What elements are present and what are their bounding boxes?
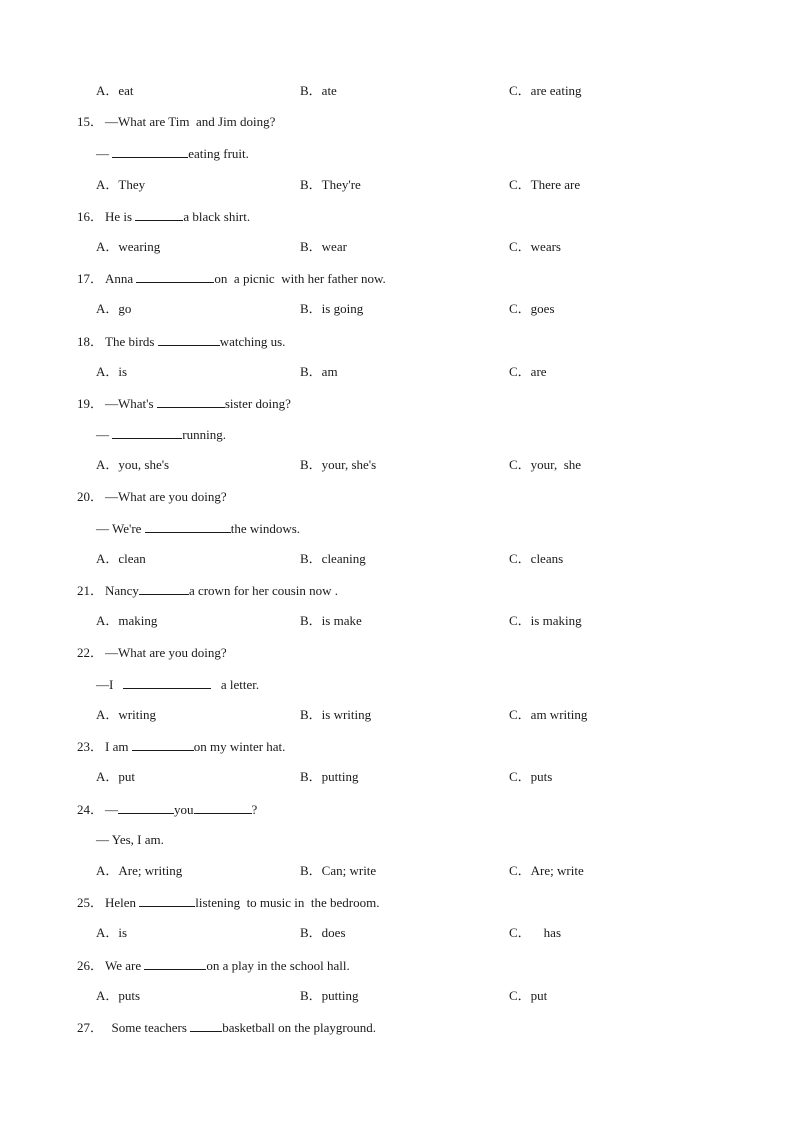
question-stem [77, 332, 285, 350]
question-stem [77, 737, 285, 755]
question-number: 19． [77, 396, 104, 411]
answer-blank [139, 893, 195, 907]
question-text: ? [251, 802, 258, 817]
answer-option-b: B．Can; write [300, 863, 377, 878]
question-text: —What's [105, 396, 157, 411]
answer-option-a: A．writing [96, 707, 156, 722]
answer-option-a: A．wearing [96, 239, 161, 254]
answer-blank [194, 800, 252, 814]
question-number: 17． [77, 271, 104, 286]
question-continuation [96, 519, 300, 537]
question-stem [77, 644, 227, 662]
answer-option-a: A．is [96, 364, 128, 379]
question-text: Nancy [105, 583, 139, 598]
answer-option-c: C．put [509, 988, 548, 1003]
answer-option-b: B．your, she's [300, 457, 377, 472]
answer-option-b: B．ate [300, 83, 337, 98]
question-number: 16． [77, 209, 104, 224]
question-number: 22． [77, 645, 104, 660]
answer-option-c: C．am writing [509, 707, 588, 722]
question-stem [77, 269, 386, 287]
answer-option-c: C．your, she [509, 457, 582, 472]
question-text: — [96, 427, 113, 442]
question-number: 27． [77, 1020, 104, 1035]
question-stem [77, 394, 291, 412]
answer-blank [135, 207, 183, 221]
question-stem [77, 581, 338, 599]
answer-option-c: C．goes [509, 301, 555, 316]
answer-option-b: B．is make [300, 613, 362, 628]
question-text: I am [105, 739, 132, 754]
answer-option-c: C．cleans [509, 551, 564, 566]
question-text: Anna [105, 271, 137, 286]
answer-option-c: C．puts [509, 769, 553, 784]
answer-option-c: C．wears [509, 239, 561, 254]
answer-option-a: A．you, she's [96, 457, 170, 472]
question-text: eating fruit. [188, 146, 249, 161]
answer-option-a: A．making [96, 613, 158, 628]
answer-option-c: C．is making [509, 613, 582, 628]
question-number: 23． [77, 739, 104, 754]
question-text: Helen [105, 895, 140, 910]
question-text: —What are you doing? [105, 489, 227, 504]
answer-blank [132, 737, 194, 751]
answer-option-b: B．They're [300, 177, 361, 192]
question-stem [77, 207, 250, 225]
question-text: on a play in the school hall. [206, 958, 350, 973]
question-text: —What are Tim and Jim doing? [105, 114, 276, 129]
question-text: Some teachers [105, 1020, 191, 1035]
question-stem [77, 1018, 376, 1036]
question-text: you [174, 802, 194, 817]
question-continuation [96, 425, 226, 443]
question-text: running. [182, 427, 226, 442]
question-number: 24． [77, 802, 104, 817]
question-text: the windows. [230, 521, 301, 536]
answer-blank [144, 956, 206, 970]
question-text: a letter. [211, 677, 260, 692]
question-number: 21． [77, 583, 104, 598]
question-text: a crown for her cousin now . [188, 583, 339, 598]
question-continuation [96, 831, 164, 849]
answer-blank [139, 581, 189, 595]
question-continuation [96, 144, 249, 162]
answer-option-b: B．putting [300, 769, 359, 784]
question-stem [77, 956, 350, 974]
answer-option-a: A．Are; writing [96, 863, 183, 878]
question-text: basketball on the playground. [222, 1020, 377, 1035]
question-text: sister doing? [224, 396, 291, 411]
question-text: — Yes, I am. [96, 832, 164, 847]
answer-option-a: A．They [96, 177, 146, 192]
answer-blank [190, 1018, 222, 1032]
question-number: 15． [77, 114, 104, 129]
question-text: on a picnic with her father now. [214, 271, 386, 286]
answer-option-c: C． has [509, 925, 562, 940]
question-text: watching us. [219, 334, 286, 349]
answer-option-b: B．wear [300, 239, 347, 254]
question-number: 26． [77, 958, 104, 973]
answer-option-a: A．clean [96, 551, 146, 566]
answer-option-c: C．are [509, 364, 547, 379]
answer-option-b: B．am [300, 364, 338, 379]
answer-blank [118, 800, 174, 814]
question-text: —What are you doing? [105, 645, 227, 660]
question-text: We are [105, 958, 145, 973]
question-text: listening to music in the bedroom. [195, 895, 380, 910]
answer-option-c: C．are eating [509, 83, 582, 98]
question-text: The birds [105, 334, 158, 349]
question-text: — [105, 802, 118, 817]
question-text: a black shirt. [183, 209, 251, 224]
answer-option-b: B．is writing [300, 707, 372, 722]
answer-blank [145, 519, 231, 533]
answer-option-a: A．put [96, 769, 136, 784]
answer-option-b: B．is going [300, 301, 364, 316]
question-stem [77, 800, 257, 818]
question-stem [77, 893, 379, 911]
answer-blank [123, 675, 211, 689]
question-text: on my winter hat. [193, 739, 286, 754]
answer-option-a: A．go [96, 301, 132, 316]
question-number: 20． [77, 489, 104, 504]
answer-blank [136, 269, 214, 283]
question-continuation [96, 675, 259, 693]
answer-blank [158, 332, 220, 346]
answer-option-b: B．putting [300, 988, 359, 1003]
question-text: — [96, 146, 113, 161]
answer-option-b: B．does [300, 925, 346, 940]
answer-option-c: C．Are; write [509, 863, 584, 878]
answer-option-a: A．puts [96, 988, 141, 1003]
answer-option-a: A．is [96, 925, 128, 940]
question-number: 18． [77, 334, 104, 349]
question-text: —I [96, 677, 124, 692]
answer-option-b: B．cleaning [300, 551, 366, 566]
answer-option-c: C．There are [509, 177, 581, 192]
question-text: — We're [96, 521, 145, 536]
answer-option-a: A．eat [96, 83, 134, 98]
answer-blank [112, 144, 188, 158]
question-number: 25． [77, 895, 104, 910]
question-text: He is [105, 209, 136, 224]
question-stem [77, 113, 275, 131]
answer-blank [112, 425, 182, 439]
answer-blank [157, 394, 225, 408]
question-stem [77, 488, 227, 506]
